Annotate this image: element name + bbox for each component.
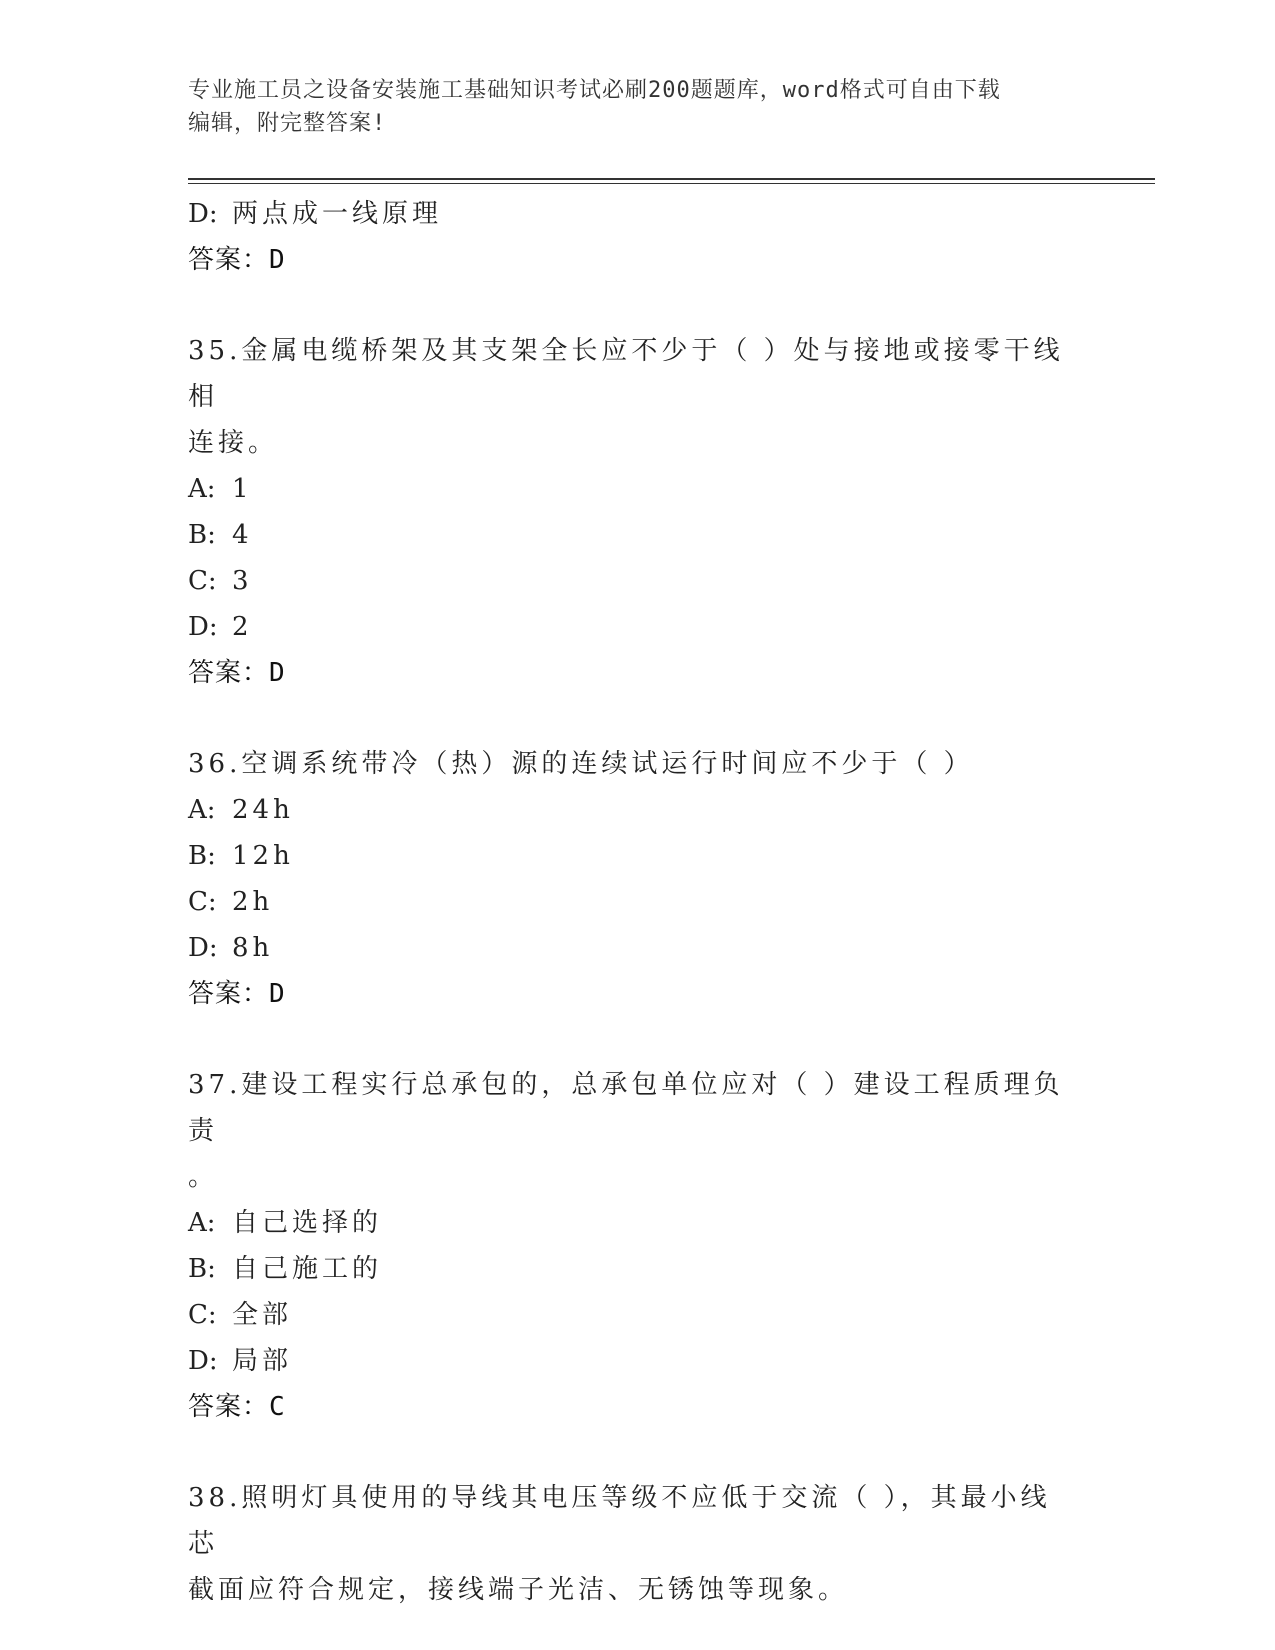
option-c [188, 879, 1068, 925]
option-d [188, 604, 1068, 650]
question-37 [188, 1062, 1068, 1430]
option-label: C: [188, 887, 217, 917]
spacer [188, 283, 1068, 328]
option-label: D: [188, 1346, 218, 1376]
document-body [188, 191, 1068, 1613]
prev-answer [188, 237, 1068, 283]
option-label: D: [188, 612, 218, 642]
spacer [188, 1017, 1068, 1062]
option-label: D: [188, 199, 218, 229]
option-text: 自己施工的 [232, 1254, 383, 1284]
question-stem-line2: 连接。 [188, 428, 279, 458]
answer-label: 答案： [188, 658, 270, 688]
option-label: A: [188, 795, 216, 825]
answer-label: 答案： [188, 1392, 270, 1422]
option-text: 24h [232, 795, 294, 825]
option-a [188, 466, 1068, 512]
header-rule-thick [188, 178, 1155, 180]
answer-value: D [269, 245, 286, 275]
option-d [188, 1338, 1068, 1384]
option-text: 1 [232, 474, 253, 504]
answer [188, 1384, 1068, 1430]
answer-label: 答案： [188, 979, 270, 1009]
option-label: B: [188, 1254, 216, 1284]
option-text: 3 [232, 566, 253, 596]
option-d [188, 925, 1068, 971]
option-label: C: [188, 1300, 217, 1330]
option-text: 局部 [232, 1346, 293, 1376]
question-35 [188, 328, 1068, 696]
option-label: A: [188, 1208, 216, 1238]
option-a [188, 787, 1068, 833]
option-c [188, 558, 1068, 604]
option-text: 两点成一线原理 [232, 199, 443, 229]
question-38 [188, 1475, 1068, 1613]
header-rule-thin [188, 183, 1155, 184]
answer [188, 971, 1068, 1017]
option-text: 全部 [232, 1300, 293, 1330]
option-text: 8h [232, 933, 274, 963]
question-36 [188, 741, 1068, 1017]
option-label: C: [188, 566, 217, 596]
header-title-line1: 专业施工员之设备安装施工基础知识考试必刷200题题库，word格式可自由下载 [188, 78, 1001, 103]
option-b [188, 833, 1068, 879]
question-stem-line1: 36.空调系统带冷（热）源的连续试运行时间应不少于（ ） [188, 749, 974, 779]
option-a [188, 1200, 1068, 1246]
answer-value: D [269, 979, 286, 1009]
spacer [188, 696, 1068, 741]
answer-value: D [269, 658, 286, 688]
option-c [188, 1292, 1068, 1338]
option-b [188, 512, 1068, 558]
option-b [188, 1246, 1068, 1292]
question-stem-line1: 37.建设工程实行总承包的，总承包单位应对（ ）建设工程质理负责 [188, 1070, 1064, 1146]
option-text: 2h [232, 887, 274, 917]
option-text: 12h [232, 841, 294, 871]
option-label: D: [188, 933, 218, 963]
option-label: B: [188, 520, 216, 550]
option-text: 2 [232, 612, 253, 642]
option-label: B: [188, 841, 216, 871]
option-text: 自己选择的 [232, 1208, 383, 1238]
question-stem-line2: 截面应符合规定，接线端子光洁、无锈蚀等现象。 [188, 1575, 849, 1605]
option-label: A: [188, 474, 216, 504]
question-stem-line1: 35.金属电缆桥架及其支架全长应不少于（ ）处与接地或接零干线相 [188, 336, 1064, 412]
header-title-line2: 编辑，附完整答案! [188, 111, 387, 136]
document-header [188, 74, 1068, 140]
question-stem-line1: 38.照明灯具使用的导线其电压等级不应低于交流（ ），其最小线芯 [188, 1483, 1051, 1559]
prev-option-d [188, 191, 1068, 237]
spacer [188, 1430, 1068, 1475]
answer-value: C [269, 1392, 286, 1422]
question-stem-line2: 。 [188, 1162, 219, 1192]
answer-label: 答案： [188, 245, 270, 275]
option-text: 4 [232, 520, 253, 550]
answer [188, 650, 1068, 696]
